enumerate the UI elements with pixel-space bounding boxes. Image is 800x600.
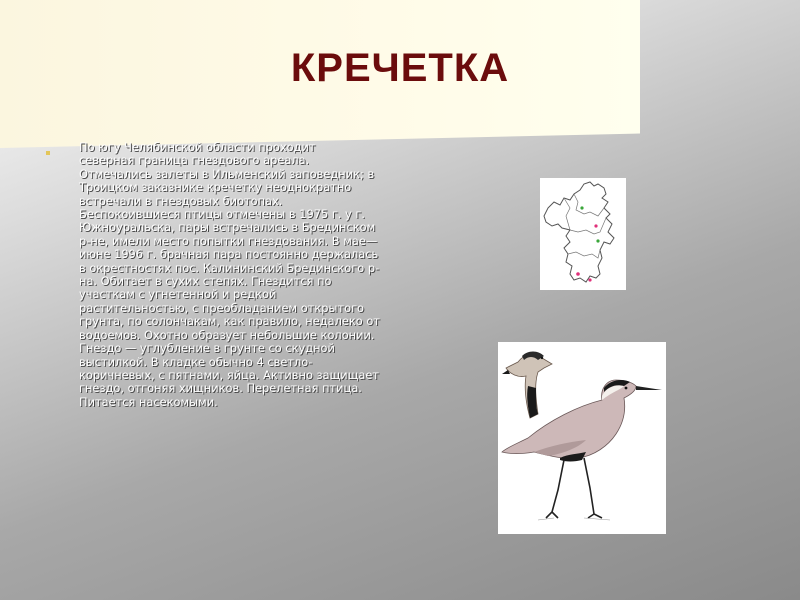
slide-title: КРЕЧЕТКА — [290, 46, 510, 90]
bullet-marker — [46, 151, 50, 155]
bird-icon — [498, 342, 666, 534]
slide-body-text: По югу Челябинской области проходит северная граница гнездового ареала. Отмечались залеты в Ильменский заповедник; в Троицком заказнике кречетку неоднократно встречали в гнездовых биотопах. Беспокоившиеся птицы отмечены в 1975 г. у г. Южноуральска, пары встречались в Брединском р-не, имели место попытки гнездования. В мае— июне 1996 г. брачная пара постоянно держалась в окрестностях пос. Калининский Брединского р- на. Обитает в сухих степях. Гнездится по участкам с угнетенной и редкой растительностью, с преобладанием открытого грунта, по солончакам, как правило, недалеко от водоемов. Охотно образует небольшие колонии. Гнездо — углубление в грунте со скудной выстилкой. В кладке обычно 4 светло- коричневых, с пятнами, яйца. Активно защищает гнездо, отгоняя хищников. Перелетная птица. Питается насекомыми. — [79, 140, 380, 409]
map-marker-green — [596, 239, 599, 242]
region-map-image — [540, 178, 626, 290]
flying-bird-icon — [502, 352, 552, 419]
map-marker-green — [580, 206, 583, 209]
map-marker-pink — [594, 224, 597, 227]
map-marker-pink — [588, 278, 591, 281]
region-map-icon — [540, 178, 626, 290]
map-marker-pink — [576, 272, 580, 276]
bird-illustration — [498, 342, 666, 534]
